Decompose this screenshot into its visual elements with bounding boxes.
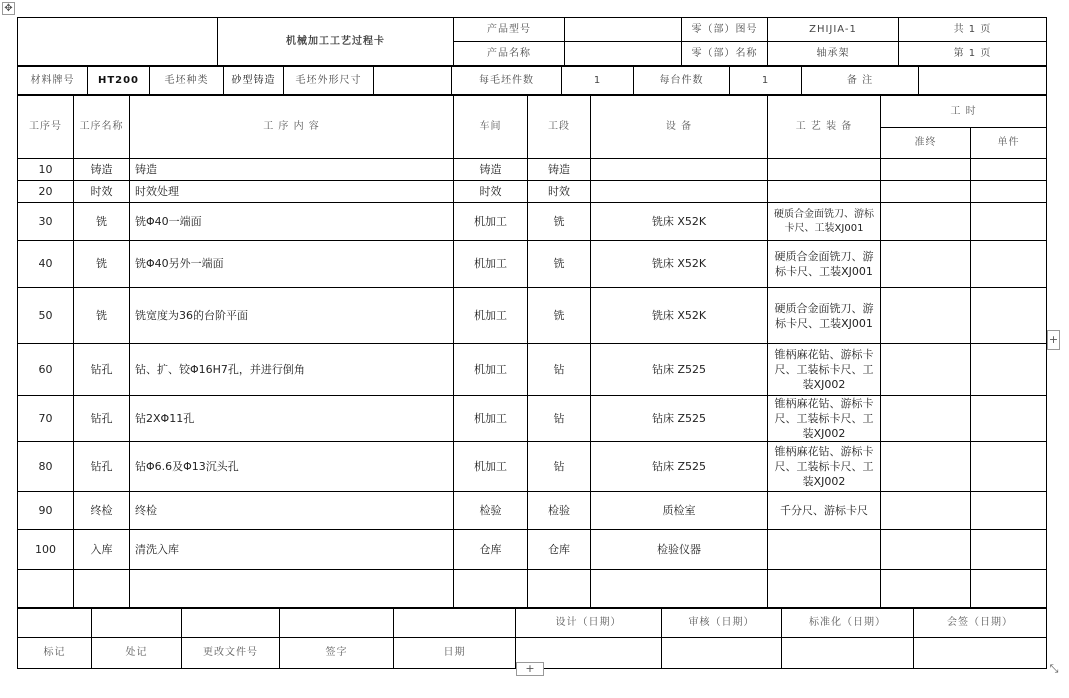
standard-date-value[interactable] — [782, 638, 914, 669]
col-equipment: 设 备 — [591, 96, 768, 159]
op-equipment[interactable] — [591, 570, 768, 608]
col-op-no: 工序号 — [18, 96, 74, 159]
op-no[interactable]: 20 — [18, 181, 74, 203]
op-prep-time[interactable] — [881, 159, 971, 181]
op-unit-time[interactable] — [971, 181, 1047, 203]
op-workshop[interactable]: 仓库 — [454, 530, 528, 570]
op-workshop[interactable]: 时效 — [454, 181, 528, 203]
op-content[interactable] — [130, 570, 454, 608]
op-equipment[interactable] — [591, 181, 768, 203]
op-tooling[interactable]: 硬质合金面铣刀、游标卡尺、工装XJ001 — [768, 203, 881, 241]
op-content[interactable]: 铸造 — [130, 159, 454, 181]
op-equipment[interactable]: 检验仪器 — [591, 530, 768, 570]
op-unit-time[interactable] — [971, 396, 1047, 442]
op-unit-time[interactable] — [971, 492, 1047, 530]
page-number: 第 1 页 — [899, 42, 1047, 66]
op-no[interactable]: 80 — [18, 442, 74, 492]
standard-date-label: 标准化（日期） — [782, 609, 914, 638]
remark-value[interactable] — [919, 67, 1047, 95]
op-section[interactable]: 检验 — [528, 492, 591, 530]
op-tooling[interactable] — [768, 530, 881, 570]
signature-label: 签字 — [280, 638, 394, 669]
op-tooling[interactable] — [768, 570, 881, 608]
op-name[interactable]: 铣 — [74, 241, 130, 288]
op-prep-time[interactable] — [881, 181, 971, 203]
op-workshop[interactable]: 机加工 — [454, 288, 528, 344]
op-tooling[interactable]: 硬质合金面铣刀、游标卡尺、工装XJ001 — [768, 241, 881, 288]
op-equipment[interactable]: 钻床 Z525 — [591, 344, 768, 396]
op-content[interactable]: 时效处理 — [130, 181, 454, 203]
op-section[interactable] — [528, 570, 591, 608]
op-name[interactable] — [74, 570, 130, 608]
part-name-value[interactable]: 轴承架 — [768, 42, 899, 66]
signoff-blank[interactable] — [18, 609, 92, 638]
per-blank-value[interactable]: 1 — [562, 67, 634, 95]
blank-type-label: 毛坯种类 — [150, 67, 224, 95]
blank-type-value[interactable]: 砂型铸造 — [224, 67, 284, 95]
signoff-block — [17, 608, 1047, 669]
per-unit-value[interactable]: 1 — [730, 67, 802, 95]
table-row — [18, 396, 1047, 442]
col-section: 工段 — [528, 96, 591, 159]
op-no[interactable]: 70 — [18, 396, 74, 442]
op-no[interactable]: 50 — [18, 288, 74, 344]
op-prep-time[interactable] — [881, 492, 971, 530]
op-section[interactable]: 铣 — [528, 241, 591, 288]
op-prep-time[interactable] — [881, 442, 971, 492]
op-no[interactable]: 30 — [18, 203, 74, 241]
remark-label: 备 注 — [802, 67, 919, 95]
signoff-blank[interactable] — [92, 609, 182, 638]
op-no[interactable] — [18, 570, 74, 608]
total-pages: 共 1 页 — [899, 18, 1047, 42]
table-row — [18, 570, 1047, 608]
op-equipment[interactable]: 铣床 X52K — [591, 241, 768, 288]
table-row — [18, 181, 1047, 203]
blank-size-label: 毛坯外形尺寸 — [284, 67, 374, 95]
op-tooling[interactable]: 锥柄麻花钻、游标卡尺、工装标卡尺、工装XJ002 — [768, 442, 881, 492]
op-equipment[interactable] — [591, 159, 768, 181]
op-workshop[interactable]: 检验 — [454, 492, 528, 530]
table-row — [18, 442, 1047, 492]
resize-handle-icon[interactable]: ⤡ — [1049, 662, 1059, 675]
signoff-blank[interactable] — [394, 609, 516, 638]
add-row-icon[interactable]: + — [516, 662, 544, 676]
op-name[interactable]: 铸造 — [74, 159, 130, 181]
op-unit-time[interactable] — [971, 203, 1047, 241]
place-label: 处记 — [92, 638, 182, 669]
title-block — [17, 17, 1047, 66]
op-workshop[interactable]: 机加工 — [454, 241, 528, 288]
op-prep-time[interactable] — [881, 288, 971, 344]
date-label: 日期 — [394, 638, 516, 669]
op-no[interactable]: 60 — [18, 344, 74, 396]
part-drawing-label: 零（部）图号 — [682, 18, 768, 42]
op-tooling[interactable]: 千分尺、游标卡尺 — [768, 492, 881, 530]
part-drawing-value[interactable]: ZHIJIA-1 — [768, 18, 899, 42]
mark-label: 标记 — [18, 638, 92, 669]
op-equipment[interactable]: 质检室 — [591, 492, 768, 530]
op-tooling[interactable]: 锥柄麻花钻、游标卡尺、工装标卡尺、工装XJ002 — [768, 344, 881, 396]
table-row — [18, 159, 1047, 181]
product-model-label: 产品型号 — [454, 18, 565, 42]
op-equipment[interactable]: 钻床 Z525 — [591, 442, 768, 492]
op-unit-time[interactable] — [971, 442, 1047, 492]
material-grade-value[interactable]: HT200 — [88, 67, 150, 95]
op-content[interactable]: 钻、扩、铰Φ16H7孔，并进行倒角 — [130, 344, 454, 396]
op-section[interactable]: 钻 — [528, 344, 591, 396]
signoff-blank[interactable] — [280, 609, 394, 638]
op-content[interactable]: 钻Φ6.6及Φ13沉头孔 — [130, 442, 454, 492]
op-section[interactable]: 钻 — [528, 396, 591, 442]
op-no[interactable]: 10 — [18, 159, 74, 181]
change-doc-label: 更改文件号 — [182, 638, 280, 669]
op-equipment[interactable]: 钻床 Z525 — [591, 396, 768, 442]
op-section[interactable]: 时效 — [528, 181, 591, 203]
op-no[interactable]: 40 — [18, 241, 74, 288]
op-no[interactable]: 100 — [18, 530, 74, 570]
op-workshop[interactable] — [454, 570, 528, 608]
table-row — [18, 344, 1047, 396]
op-prep-time[interactable] — [881, 530, 971, 570]
col-unit-time: 单件 — [971, 128, 1047, 159]
op-unit-time[interactable] — [971, 344, 1047, 396]
op-no[interactable]: 90 — [18, 492, 74, 530]
product-model-value[interactable] — [565, 18, 682, 42]
process-card — [17, 17, 1046, 669]
op-equipment[interactable]: 铣床 X52K — [591, 203, 768, 241]
material-block — [17, 66, 1047, 95]
per-blank-label: 每毛坯件数 — [452, 67, 562, 95]
op-unit-time[interactable] — [971, 570, 1047, 608]
op-tooling[interactable]: 锥柄麻花钻、游标卡尺、工装标卡尺、工装XJ002 — [768, 396, 881, 442]
op-unit-time[interactable] — [971, 241, 1047, 288]
table-row — [18, 203, 1047, 241]
op-prep-time[interactable] — [881, 241, 971, 288]
op-content[interactable]: 清洗入库 — [130, 530, 454, 570]
table-row — [18, 530, 1047, 570]
op-workshop[interactable]: 机加工 — [454, 344, 528, 396]
review-date-value[interactable] — [662, 638, 782, 669]
part-name-label: 零（部）名称 — [682, 42, 768, 66]
page-title: 机械加工工艺过程卡 — [218, 18, 454, 66]
op-content[interactable]: 铣宽度为36的台阶平面 — [130, 288, 454, 344]
countersign-date-label: 会签（日期） — [914, 609, 1047, 638]
op-content[interactable]: 铣Φ40另外一端面 — [130, 241, 454, 288]
op-section[interactable]: 铣 — [528, 203, 591, 241]
table-row — [18, 492, 1047, 530]
add-column-icon[interactable]: + — [1047, 330, 1060, 350]
material-grade-label: 材料牌号 — [18, 67, 88, 95]
op-tooling[interactable]: 硬质合金面铣刀、游标卡尺、工装XJ001 — [768, 288, 881, 344]
op-tooling[interactable] — [768, 181, 881, 203]
op-section[interactable]: 铣 — [528, 288, 591, 344]
table-row — [18, 241, 1047, 288]
op-section[interactable]: 仓库 — [528, 530, 591, 570]
op-equipment[interactable]: 铣床 X52K — [591, 288, 768, 344]
op-name[interactable]: 钻孔 — [74, 396, 130, 442]
col-prep-time: 准终 — [881, 128, 971, 159]
op-name[interactable]: 铣 — [74, 203, 130, 241]
design-date-label: 设计（日期） — [516, 609, 662, 638]
op-tooling[interactable] — [768, 159, 881, 181]
product-name-label: 产品名称 — [454, 42, 565, 66]
op-prep-time[interactable] — [881, 203, 971, 241]
col-man-hour: 工 时 — [881, 96, 1047, 128]
col-workshop: 车间 — [454, 96, 528, 159]
op-name[interactable]: 终检 — [74, 492, 130, 530]
op-content[interactable]: 终检 — [130, 492, 454, 530]
op-workshop[interactable]: 机加工 — [454, 396, 528, 442]
countersign-date-value[interactable] — [914, 638, 1047, 669]
op-unit-time[interactable] — [971, 159, 1047, 181]
signoff-blank[interactable] — [182, 609, 280, 638]
op-unit-time[interactable] — [971, 288, 1047, 344]
op-unit-time[interactable] — [971, 530, 1047, 570]
op-name[interactable]: 入库 — [74, 530, 130, 570]
op-prep-time[interactable] — [881, 396, 971, 442]
table-move-icon[interactable]: ✥ — [2, 2, 15, 15]
op-section[interactable]: 铸造 — [528, 159, 591, 181]
op-workshop[interactable]: 铸造 — [454, 159, 528, 181]
table-row — [18, 288, 1047, 344]
col-op-content: 工 序 内 容 — [130, 96, 454, 159]
op-name[interactable]: 钻孔 — [74, 442, 130, 492]
op-content[interactable]: 铣Φ40一端面 — [130, 203, 454, 241]
op-section[interactable]: 钻 — [528, 442, 591, 492]
col-op-name: 工序名称 — [74, 96, 130, 159]
process-table — [17, 95, 1047, 608]
op-prep-time[interactable] — [881, 570, 971, 608]
op-content[interactable]: 钻2XΦ11孔 — [130, 396, 454, 442]
op-workshop[interactable]: 机加工 — [454, 442, 528, 492]
product-name-value[interactable] — [565, 42, 682, 66]
per-unit-label: 每台件数 — [634, 67, 730, 95]
title-blank — [18, 18, 218, 66]
op-name[interactable]: 铣 — [74, 288, 130, 344]
col-tooling: 工 艺 装 备 — [768, 96, 881, 159]
op-name[interactable]: 钻孔 — [74, 344, 130, 396]
op-prep-time[interactable] — [881, 344, 971, 396]
review-date-label: 审核（日期） — [662, 609, 782, 638]
op-name[interactable]: 时效 — [74, 181, 130, 203]
op-workshop[interactable]: 机加工 — [454, 203, 528, 241]
blank-size-value[interactable] — [374, 67, 452, 95]
